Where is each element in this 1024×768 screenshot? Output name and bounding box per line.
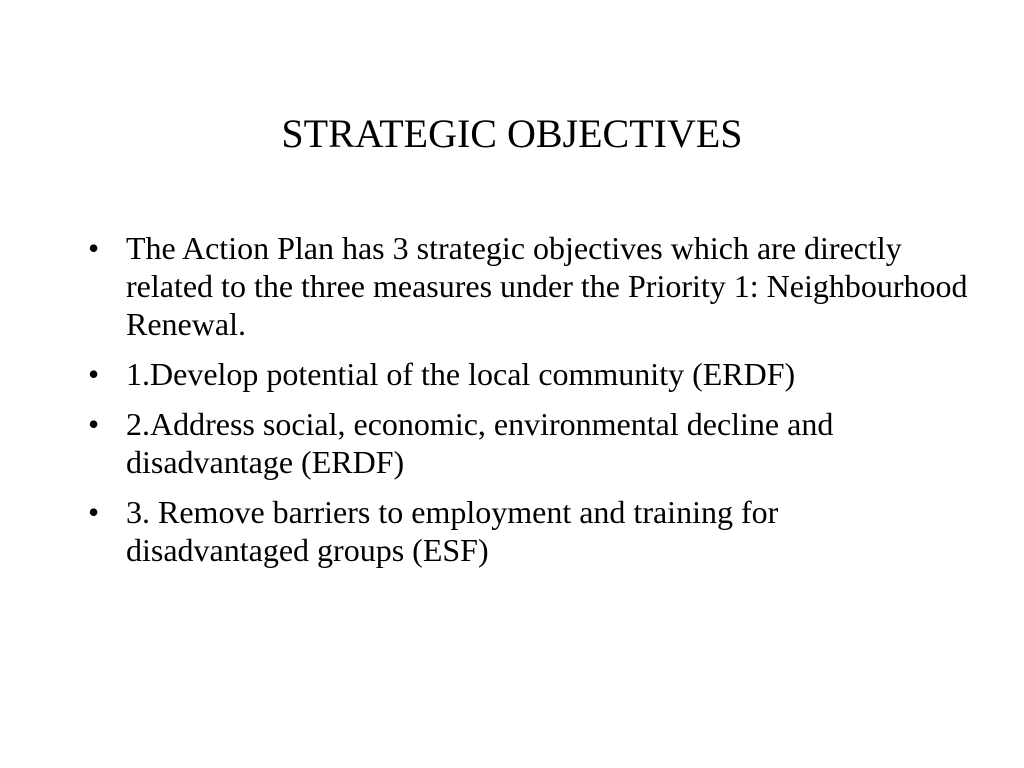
bullet-text: 3. Remove barriers to employment and training for disadvantaged groups (ESF) (126, 494, 779, 568)
bullet-icon: • (88, 494, 100, 530)
list-item (88, 229, 968, 343)
bullet-text: The Action Plan has 3 strategic objectives which are directly related to the three measures under the Priority 1: Neighbourhood Renewal. (126, 230, 968, 342)
bullet-text: 1.Develop potential of the local community (ERDF) (126, 356, 796, 392)
list-item (88, 405, 968, 481)
bullet-text: 2.Address social, economic, environmental decline and disadvantage (ERDF) (126, 406, 834, 480)
list-item (88, 355, 968, 393)
bullet-list (88, 229, 968, 581)
list-item (88, 493, 968, 569)
bullet-icon: • (88, 356, 100, 392)
slide-title: STRATEGIC OBJECTIVES (281, 111, 743, 156)
bullet-icon: • (88, 406, 100, 442)
bullet-icon: • (88, 230, 100, 266)
